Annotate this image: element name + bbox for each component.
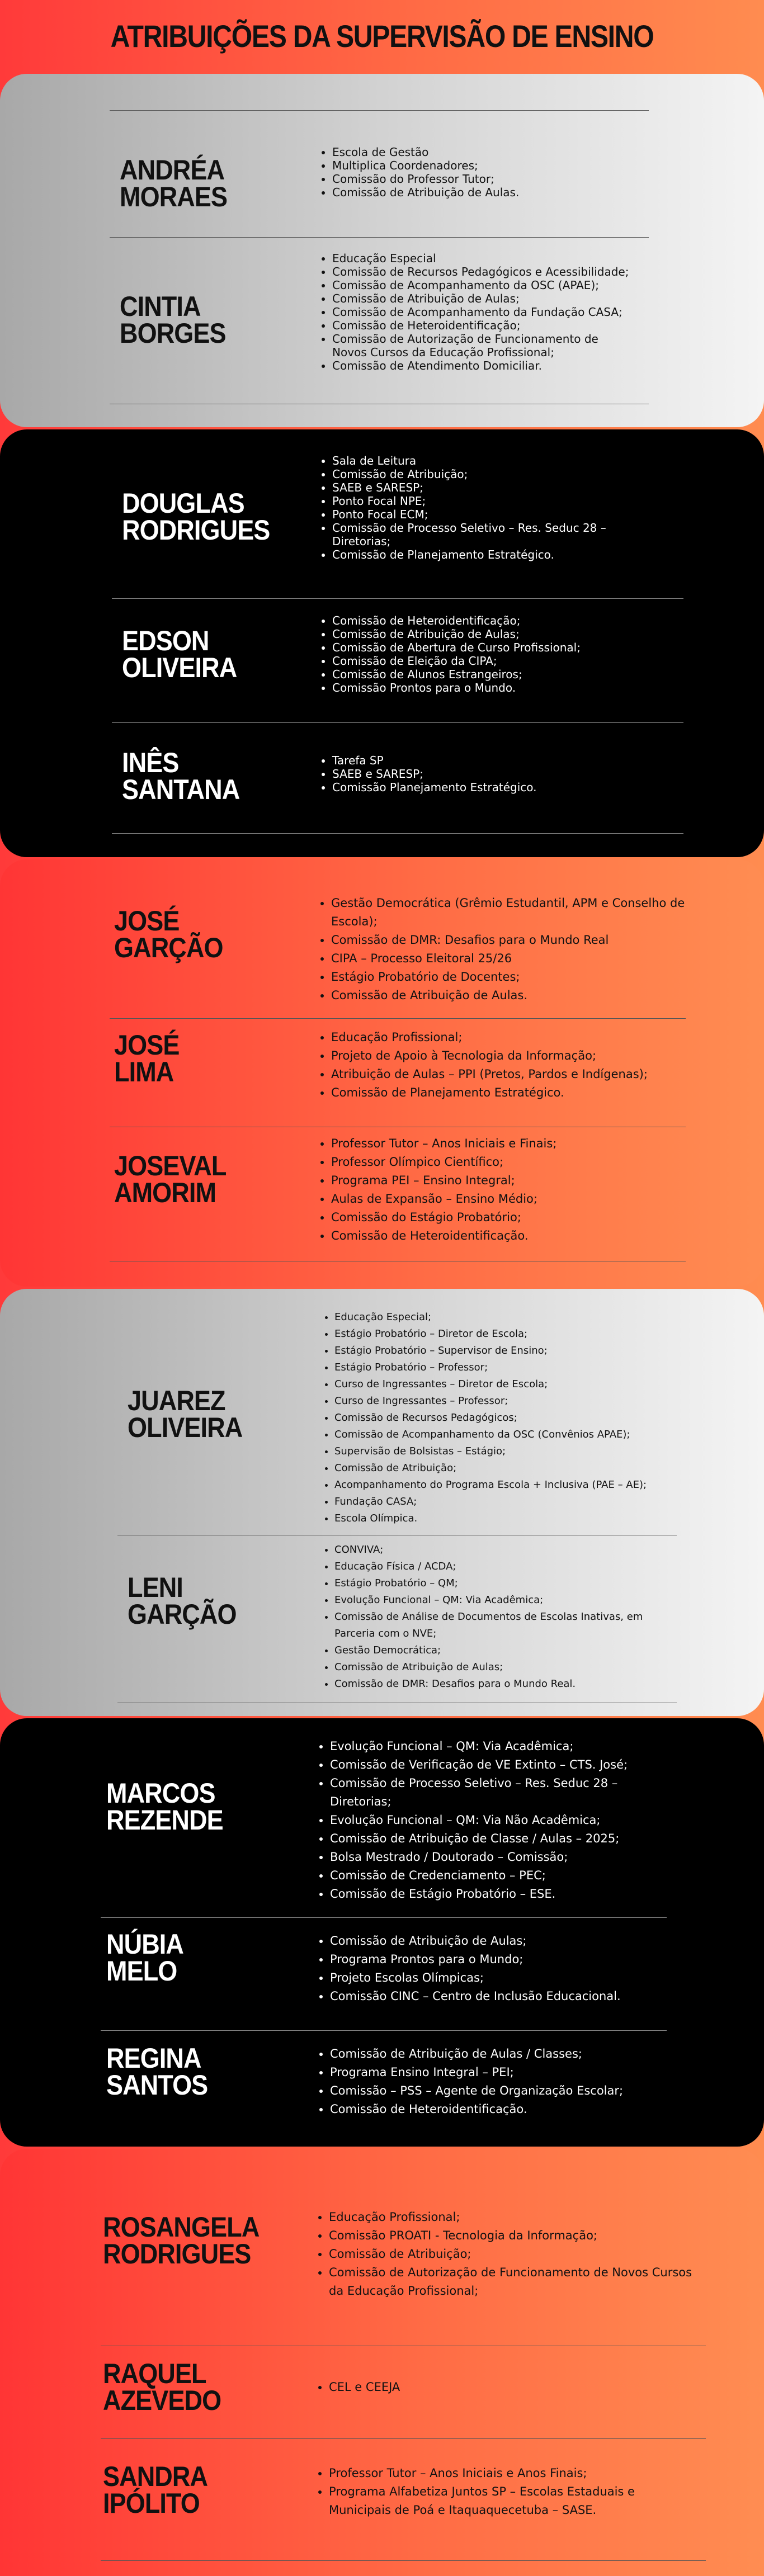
- list-item: • Curso de Ingressantes – Professor;: [334, 1393, 692, 1410]
- first-name: SANDRA: [103, 2461, 208, 2492]
- list-item: • Comissão de Abertura de Curso Profissional;: [332, 641, 668, 654]
- person-name-regina-santos: [106, 2043, 208, 2101]
- assignments-list: [317, 2464, 687, 2520]
- last-name: REZENDE: [106, 1804, 223, 1836]
- list-item: • Comissão de Acompanhamento da OSC (APAE);: [332, 278, 634, 292]
- list-item: • Bolsa Mestrado / Doutorado – Comissão;: [330, 1848, 677, 1866]
- list-item: • Escola de Gestão: [332, 145, 657, 159]
- list-item: • Comissão de Heteroidentificação.: [331, 1227, 689, 1245]
- list-item: • Tarefa SP: [332, 754, 668, 767]
- list-item: • Projeto de Apoio à Tecnologia da Informação;: [331, 1047, 700, 1065]
- assignments-list: [320, 252, 634, 372]
- list-item: • Comissão CINC – Centro de Inclusão Educacional.: [330, 1987, 677, 2006]
- list-item: • Comissão de Heteroidentificação.: [330, 2100, 677, 2119]
- divider: [101, 2560, 706, 2561]
- list-item: • Estágio Probatório – Diretor de Escola;: [334, 1326, 692, 1343]
- first-name: INÊS: [122, 747, 179, 778]
- assignments-list: [319, 1028, 700, 1102]
- list-item: • Comissão de Recursos Pedagógicos e Acessibilidade;: [332, 265, 634, 278]
- page-title: ATRIBUIÇÕES DA SUPERVISÃO DE ENSINO: [110, 18, 654, 54]
- list-item: • Comissão de Atribuição de Aulas / Classes;: [330, 2045, 677, 2063]
- list-item: • Comissão de Eleição da CIPA;: [332, 654, 668, 668]
- last-name: SANTOS: [106, 2069, 208, 2101]
- assignments-list: [319, 1135, 689, 1245]
- person-name-joseval-amorim: [114, 1152, 226, 1206]
- person-name-jose-garcao: [114, 907, 223, 961]
- list-item: • Educação Física / ACDA;: [334, 1558, 681, 1575]
- assignments-list: [317, 2208, 692, 2300]
- list-item: • Comissão de Planejamento Estratégico.: [331, 1084, 700, 1102]
- list-item: • Comissão de DMR: Desafios para o Mundo Real: [331, 931, 689, 949]
- divider: [110, 1018, 686, 1019]
- person-name-edson-oliveira: [122, 627, 237, 681]
- first-name: JOSÉ: [114, 905, 180, 937]
- first-name: MARCOS: [106, 1778, 215, 1809]
- list-item: • Curso de Ingressantes – Diretor de Escola;: [334, 1376, 692, 1393]
- assignments-list: [320, 145, 657, 199]
- assignments-list: [317, 2378, 692, 2397]
- assignments-list: [320, 754, 668, 794]
- assignments-list: [318, 1737, 677, 1903]
- list-item: • Comissão de Autorização de Funcionamento de Novos Cursos da Educação Profissional;: [329, 2263, 692, 2300]
- person-name-juarez-oliveira: [128, 1387, 242, 1441]
- divider: [101, 1917, 667, 1918]
- list-item: • Comissão de Atribuição de Aulas;: [330, 1932, 677, 1950]
- first-name: JOSÉ: [114, 1029, 180, 1061]
- first-name: JUAREZ: [128, 1385, 225, 1416]
- list-item: • Comissão de Verificação de VE Extinto – CTS. José;: [330, 1756, 677, 1774]
- list-item: • Estágio Probatório de Docentes;: [331, 968, 689, 986]
- first-name: DOUGLAS: [122, 488, 244, 519]
- list-item: • Educação Profissional;: [329, 2208, 692, 2227]
- person-name-leni-garcao: [128, 1574, 237, 1628]
- list-item: • Comissão de Recursos Pedagógicos;: [334, 1410, 692, 1426]
- assignments-list: [320, 454, 657, 561]
- last-name: BORGES: [120, 318, 226, 349]
- list-item: • Comissão Prontos para o Mundo.: [332, 681, 668, 694]
- list-item: • Comissão de Atribuição de Aulas.: [331, 986, 689, 1005]
- list-item: • Comissão de Acompanhamento da OSC (Convênios APAE);: [334, 1426, 692, 1443]
- list-item: • Multiplica Coordenadores;: [332, 159, 657, 172]
- list-item: • SAEB e SARESP;: [332, 481, 657, 494]
- panel-red-2: [0, 2149, 764, 2576]
- first-name: CINTIA: [120, 291, 201, 322]
- person-name-jose-lima: [114, 1029, 180, 1088]
- list-item: • Professor Tutor – Anos Iniciais e Anos Finais;: [329, 2464, 687, 2483]
- list-item: • Comissão de Autorização de Funcionamento de Novos Cursos da Educação Profissional;: [332, 332, 634, 359]
- list-item: • Projeto Escolas Olímpicas;: [330, 1969, 677, 1987]
- list-item: • Ponto Focal ECM;: [332, 508, 657, 521]
- person-name-raquel-azevedo: [103, 2360, 221, 2414]
- list-item: • SAEB e SARESP;: [332, 767, 668, 781]
- assignments-list: [318, 2045, 677, 2119]
- list-item: • Educação Profissional;: [331, 1028, 700, 1047]
- last-name: IPÓLITO: [103, 2488, 200, 2519]
- list-item: • Comissão de Acompanhamento da Fundação CASA;: [332, 305, 634, 319]
- list-item: • Comissão de Alunos Estrangeiros;: [332, 668, 668, 681]
- list-item: • Comissão de Atendimento Domiciliar.: [332, 359, 634, 372]
- panel-black-1: [0, 429, 764, 857]
- list-item: • Comissão do Professor Tutor;: [332, 172, 657, 186]
- list-item: • Comissão do Estágio Probatório;: [331, 1208, 689, 1227]
- last-name: SANTANA: [122, 774, 240, 805]
- list-item: • Comissão de Atribuição de Classe / Aulas – 2025;: [330, 1830, 677, 1848]
- list-item: • Aulas de Expansão – Ensino Médio;: [331, 1190, 689, 1208]
- list-item: • Gestão Democrática;: [334, 1642, 681, 1659]
- list-item: • Comissão de DMR: Desafios para o Mundo Real.: [334, 1676, 681, 1693]
- list-item: • Gestão Democrática (Grêmio Estudantil, APM e Conselho de Escola);: [331, 894, 689, 931]
- list-item: • Comissão de Atribuição de Aulas;: [334, 1659, 681, 1676]
- last-name: MORAES: [120, 181, 228, 212]
- list-item: • Comissão PROATI - Tecnologia da Informação;: [329, 2227, 692, 2245]
- first-name: ROSANGELA: [103, 2211, 260, 2243]
- list-item: • Comissão de Atribuição de Aulas;: [332, 292, 634, 305]
- person-name-rosangela-rodrigues: [103, 2211, 260, 2270]
- list-item: • Sala de Leitura: [332, 454, 657, 467]
- last-name: AZEVEDO: [103, 2385, 221, 2416]
- divider: [101, 2438, 706, 2439]
- list-item: • Comissão de Estágio Probatório – ESE.: [330, 1885, 677, 1903]
- list-item: • Comissão de Processo Seletivo – Res. Seduc 28 – Diretorias;: [332, 521, 657, 548]
- list-item: • Comissão de Atribuição;: [334, 1460, 692, 1477]
- list-item: • Acompanhamento do Programa Escola + Inclusiva (PAE – AE);: [334, 1477, 692, 1493]
- divider: [110, 237, 649, 238]
- first-name: LENI: [128, 1572, 183, 1603]
- last-name: GARÇÃO: [128, 1599, 237, 1630]
- list-item: • Professor Tutor – Anos Iniciais e Finais;: [331, 1135, 689, 1153]
- list-item: • Supervisão de Bolsistas – Estágio;: [334, 1443, 692, 1460]
- divider: [112, 722, 683, 723]
- list-item: • Educação Especial: [332, 252, 634, 265]
- list-item: • Comissão de Atribuição;: [329, 2245, 692, 2263]
- panel-black-2: [0, 1718, 764, 2147]
- list-item: • Evolução Funcional – QM: Via Não Acadêmica;: [330, 1811, 677, 1830]
- list-item: • Programa Alfabetiza Juntos SP – Escolas Estaduais e Municipais de Poá e Itaquaquecetuba – SASE.: [329, 2483, 687, 2520]
- assignments-list: [319, 894, 689, 1005]
- list-item: • Escola Olímpica.: [334, 1510, 692, 1527]
- person-name-marcos-rezende: [106, 1778, 223, 1836]
- person-name-ines-santana: [122, 749, 239, 803]
- list-item: • Comissão de Análise de Documentos de Escolas Inativas, em Parceria com o NVE;: [334, 1609, 681, 1642]
- divider: [112, 833, 683, 834]
- list-item: • Professor Olímpico Científico;: [331, 1153, 689, 1171]
- list-item: • Estágio Probatório – Supervisor de Ensino;: [334, 1343, 692, 1359]
- assignments-list: [320, 614, 668, 694]
- list-item: • Comissão de Heteroidentificação;: [332, 614, 668, 627]
- list-item: • Atribuição de Aulas – PPI (Pretos, Pardos e Indígenas);: [331, 1065, 700, 1084]
- person-name-sandra-ipolito: [103, 2463, 207, 2517]
- list-item: • Ponto Focal NPE;: [332, 494, 657, 508]
- list-item: • Comissão – PSS – Agente de Organização Escolar;: [330, 2082, 677, 2100]
- list-item: • Comissão de Heteroidentificação;: [332, 319, 634, 332]
- first-name: NÚBIA: [106, 1929, 183, 1960]
- list-item: • Comissão de Atribuição de Aulas;: [332, 627, 668, 641]
- panel-gray-2: [0, 1289, 764, 1716]
- last-name: LIMA: [114, 1056, 174, 1088]
- last-name: RODRIGUES: [122, 514, 270, 546]
- list-item: • Comissão de Atribuição;: [332, 467, 657, 481]
- divider: [101, 2030, 667, 2031]
- first-name: RAQUEL: [103, 2358, 206, 2389]
- last-name: GARÇÃO: [114, 932, 223, 963]
- person-name-cintia-borges: [120, 293, 226, 347]
- list-item: • Estágio Probatório – Professor;: [334, 1359, 692, 1376]
- first-name: ANDRÉA: [120, 154, 225, 186]
- list-item: • Estágio Probatório – QM;: [334, 1575, 681, 1592]
- list-item: • CIPA – Processo Eleitoral 25/26: [331, 949, 689, 968]
- first-name: JOSEVAL: [114, 1150, 227, 1181]
- panel-gray-1: [0, 74, 764, 427]
- person-name-douglas-rodrigues: [122, 488, 270, 546]
- list-item: • CEL e CEEJA: [329, 2378, 692, 2397]
- last-name: AMORIM: [114, 1177, 216, 1208]
- list-item: • Comissão de Credenciamento – PEC;: [330, 1866, 677, 1885]
- list-item: • Comissão de Planejamento Estratégico.: [332, 548, 657, 561]
- last-name: RODRIGUES: [103, 2238, 251, 2270]
- assignments-list: [318, 1932, 677, 2006]
- divider: [110, 110, 649, 111]
- last-name: OLIVEIRA: [128, 1412, 243, 1443]
- list-item: • Comissão Planejamento Estratégico.: [332, 781, 668, 794]
- list-item: • CONVIVA;: [334, 1542, 681, 1558]
- list-item: • Comissão de Processo Seletivo – Res. Seduc 28 – Diretorias;: [330, 1774, 677, 1811]
- list-item: • Evolução Funcional – QM: Via Acadêmica;: [330, 1737, 677, 1756]
- last-name: MELO: [106, 1955, 177, 1987]
- first-name: REGINA: [106, 2043, 201, 2074]
- list-item: • Educação Especial;: [334, 1309, 692, 1326]
- person-name-andrea-moraes: [120, 154, 228, 212]
- list-item: • Programa PEI – Ensino Integral;: [331, 1171, 689, 1190]
- list-item: • Programa Ensino Integral – PEI;: [330, 2063, 677, 2082]
- last-name: OLIVEIRA: [122, 652, 237, 683]
- assignments-list: [322, 1542, 681, 1693]
- person-name-nubia-melo: [106, 1929, 183, 1987]
- list-item: • Comissão de Atribuição de Aulas.: [332, 186, 657, 199]
- panel-red-1: [0, 859, 764, 1287]
- assignments-list: [322, 1309, 692, 1527]
- divider: [112, 598, 683, 599]
- list-item: • Programa Prontos para o Mundo;: [330, 1950, 677, 1969]
- list-item: • Evolução Funcional – QM: Via Acadêmica;: [334, 1592, 681, 1609]
- list-item: • Fundação CASA;: [334, 1493, 692, 1510]
- first-name: EDSON: [122, 625, 209, 656]
